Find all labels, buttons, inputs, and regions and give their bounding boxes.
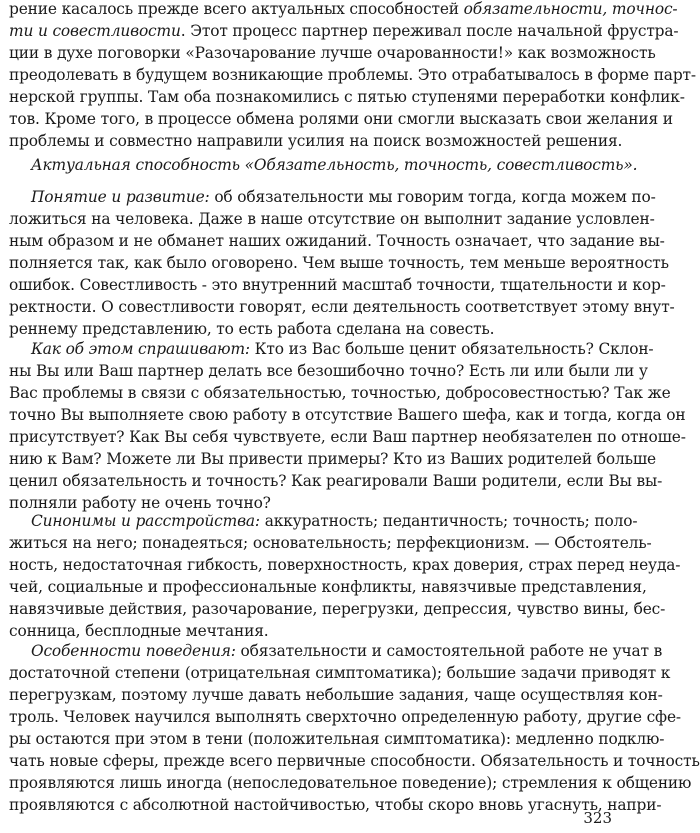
text-line: нерской группы. Там оба познакомились с пятью ступенями переработки конфлик- [9,88,685,106]
text-line: Особенности поведения: обязательности и самостоятельной работе не учат в [31,642,663,660]
paragraph-concept [9,186,675,340]
page-number: 323 [583,809,612,827]
text-line: ценил обязательность и точность? Как реагировали Ваши родители, если Вы вы- [9,472,663,490]
paragraph-questions [9,338,686,514]
text-line: преодолевать в будущем возникающие проблемы. Это отрабатывалось в форме парт- [9,66,696,84]
text-line: проявляются лишь иногда (непоследовательное поведение); стремления к общению [9,774,692,792]
heading-line: Актуальная способность «Обязательность, точность, совестливость». [31,156,638,174]
text-line: Как об этом спрашивают: Кто из Вас больше ценит обязательность? Склон- [31,340,654,358]
text-line: троль. Человек научился выполнять сверхточно определенную работу, другие сфе- [9,708,681,726]
text-line: Вас проблемы в связи с обязательностью, точностью, добросовестностью? Так же [9,384,671,402]
text-line: ошибок. Совестливость - это внутренний масштаб точности, тщательности и кор- [9,276,666,294]
paragraph-synonyms [9,510,681,642]
text-line: ры остаются при этом в тени (положительная симптоматика): медленно подклю- [9,730,665,748]
text-line: тов. Кроме того, в процессе обмена ролями они смогли высказать свои желания и [9,110,673,128]
text-line: реннему представлению, то есть работа сделана на совесть. [9,320,495,338]
text-line: ложиться на человека. Даже в наше отсутствие он выполнит задание условлен- [9,210,655,228]
section-heading [9,154,638,176]
text-line: ны Вы или Ваш партнер делать все безошибочно точно? Есть ли или были ли у [9,362,648,380]
text-line: ции в духе поговорки «Разочарование лучше очарованности!» как возможность [9,44,656,62]
text-line: Понятие и развитие: об обязательности мы говорим тогда, когда можем по- [31,188,656,206]
text-line: ти и совестливости. Этот процесс партнер переживал после начальной фрустра- [9,22,679,40]
book-page [9,0,700,833]
text-line: полняется так, как было оговорено. Чем выше точность, тем меньше вероятность [9,254,669,272]
text-line: достаточной степени (отрицательная симптоматика); большие задачи приводят к [9,664,671,682]
text-line: присутствует? Как Вы себя чувствуете, если Ваш партнер необязателен по отноше- [9,428,686,446]
text-line: Синонимы и расстройства: аккуратность; педантичность; точность; поло- [31,512,638,530]
paragraph-continuation [9,0,696,152]
text-line: чать новые сферы, прежде всего первичные способности. Обязательность и точность [9,752,700,770]
text-line: рение касалось прежде всего актуальных способностей обязательности, точнос- [9,0,678,18]
text-line: нию к Вам? Можете ли Вы привести примеры? Кто из Ваших родителей больше [9,450,656,468]
text-line: проявляются с абсолютной настойчивостью, чтобы скоро вновь угаснуть, напри- [9,796,662,814]
text-line: полняли работу не очень точно? [9,494,271,512]
text-line: ным образом и не обманет наших ожиданий. Точность означает, что задание вы- [9,232,665,250]
text-line: житься на него; понадеяться; основательность; перфекционизм. — Обстоятель- [9,534,652,552]
text-line: проблемы и совместно направили усилия на поиск возможностей решения. [9,132,623,150]
text-line: ректности. О совестливости говорят, если деятельность соответствует этому внут- [9,298,675,316]
text-line: ность, недостаточная гибкость, поверхностность, крах доверия, страх перед неуда- [9,556,681,574]
text-line: навязчивые действия, разочарование, перегрузки, депрессия, чувство вины, бес- [9,600,666,618]
text-line: сонница, бесплодные мечтания. [9,622,269,640]
text-line: точно Вы выполняете свою работу в отсутствие Вашего шефа, как и тогда, когда он [9,406,686,424]
text-line: перегрузкам, поэтому лучше давать небольшие задания, чаще осуществляя кон- [9,686,663,704]
text-line: чей, социальные и профессиональные конфликты, навязчивые представления, [9,578,647,596]
paragraph-behavior [9,640,700,816]
